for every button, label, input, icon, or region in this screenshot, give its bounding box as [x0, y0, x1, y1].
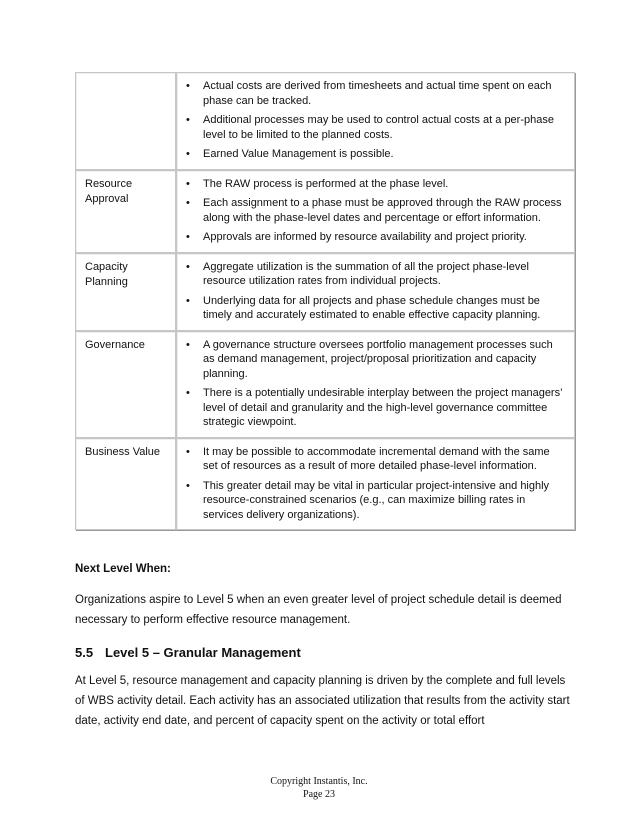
table-row — [75, 331, 575, 438]
list-item: • A governance structure oversees portfolio management processes such as demand management, project/proposal prioritization and capacity planning. — [186, 338, 553, 380]
list-item: • This greater detail may be vital in particular project-intensive and highly resource-constrained scenarios (e.g., can maximize billing rates in services delivery organizations). — [186, 479, 550, 521]
table-row — [75, 438, 575, 531]
page-footer — [0, 775, 638, 801]
list-item: • The RAW process is performed at the phase level. — [186, 177, 449, 190]
bullet-icon: • — [186, 338, 190, 351]
bullet-icon: • — [186, 231, 190, 243]
list-item: • Underlying data for all projects and phase schedule changes must be timely and accurately estimated to enable effective capacity planning. — [186, 294, 541, 321]
bullet-icon: • — [186, 80, 190, 92]
bullet-icon: • — [186, 177, 190, 190]
list-item: • Additional processes may be used to control actual costs at a per-phase level to be limited to the planned costs. — [186, 114, 554, 141]
row-label — [75, 72, 176, 170]
bullet-icon: • — [186, 445, 190, 458]
bullet-icon: • — [186, 294, 190, 307]
section-number: 5.5 — [75, 645, 94, 660]
list-item: • Actual costs are derived from timesheets and actual time spent on each phase can be tracked. — [186, 80, 552, 107]
table-row — [75, 170, 575, 253]
row-content — [176, 438, 575, 531]
table-row — [75, 72, 575, 170]
bullet-icon: • — [186, 479, 190, 492]
section-paragraph: At Level 5, resource management and capacity planning is driven by the complete and full levels of WBS activity detail. Each activity has an associated utilization that results from the activity start date, activity end date, and percent of capacity spent on the activity or total effort — [75, 675, 570, 727]
list-item: • Approvals are informed by resource availability and project priority. — [186, 231, 527, 243]
next-level-heading: Next Level When: — [75, 563, 171, 575]
list-item: • Each assignment to a phase must be approved through the RAW process along with the phase-level dates and percentage or effort information. — [186, 197, 562, 224]
table-row — [75, 253, 575, 331]
copyright-text: Copyright Instantis, Inc. — [270, 776, 368, 787]
list-item: • Earned Value Management is possible. — [186, 148, 394, 160]
row-label: Business Value — [75, 438, 176, 531]
row-content — [176, 72, 575, 170]
row-label: Resource Approval — [75, 170, 176, 253]
bullet-icon: • — [186, 387, 190, 399]
section-heading — [75, 645, 301, 660]
section-title: Level 5 – Granular Management — [105, 645, 301, 660]
list-item: • It may be possible to accommodate incremental demand with the same set of resources as a result of more detailed phase-level information. — [186, 445, 550, 472]
row-label: Capacity Planning — [75, 253, 176, 331]
next-level-paragraph: Organizations aspire to Level 5 when an even greater level of project schedule detail is deemed necessary to perform effective resource management. — [75, 594, 562, 626]
row-content — [176, 331, 575, 438]
list-item: • There is a potentially undesirable interplay between the project managers’ level of detail and granularity and the high-level governance committee strategic viewpoint. — [186, 387, 563, 428]
bullet-icon: • — [186, 114, 190, 126]
row-content — [176, 170, 575, 253]
row-content — [176, 253, 575, 331]
bullet-icon: • — [186, 197, 190, 209]
bullet-icon: • — [186, 260, 190, 273]
row-label: Governance — [75, 331, 176, 438]
criteria-table — [75, 72, 575, 530]
page-number: Page 23 — [303, 789, 335, 800]
list-item: • Aggregate utilization is the summation of all the project phase-level resource utilization rates from individual projects. — [186, 260, 529, 287]
bullet-icon: • — [186, 148, 190, 160]
